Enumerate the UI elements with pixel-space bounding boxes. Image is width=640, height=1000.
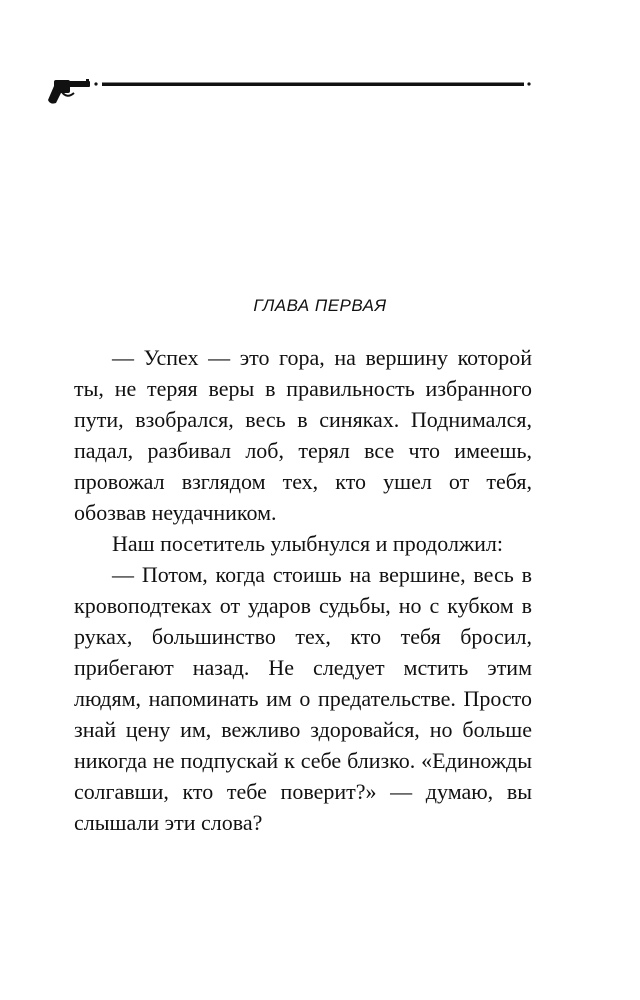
ornament-rule <box>102 83 524 87</box>
paragraph-3: — Потом, когда стоишь на вершине, весь в кровоподтеках от ударов судьбы, но с кубком в руках, большинство тех, кто тебя бросил, прибегают назад. Не следует мстить этим людям, напоминать им о предательстве. Просто знай цену им, вежливо здоровайся, но больше никогда не подпускай к себе близко. «Единожды солгавши, кто тебе поверит?» — думаю, вы слышали эти слова? <box>74 562 532 835</box>
header-ornament <box>46 74 536 108</box>
revolver-icon <box>48 79 90 104</box>
paragraph-2: Наш посетитель улыбнулся и продолжил: <box>112 531 504 556</box>
ornament-dot-left <box>94 82 97 85</box>
paragraph-1: — Успех — это гора, на вершину которой ты, не теряя веры в правильность избранного пути, взобрался, весь в синяках. Поднимался, падал, разбивал лоб, терял все что имеешь, провожал взглядом тех, кто ушел от тебя, обозвав неудачником. <box>74 345 532 525</box>
body-text <box>74 342 532 838</box>
ornament-dot-right <box>527 82 530 85</box>
chapter-title: ГЛАВА ПЕРВАЯ <box>253 296 387 315</box>
